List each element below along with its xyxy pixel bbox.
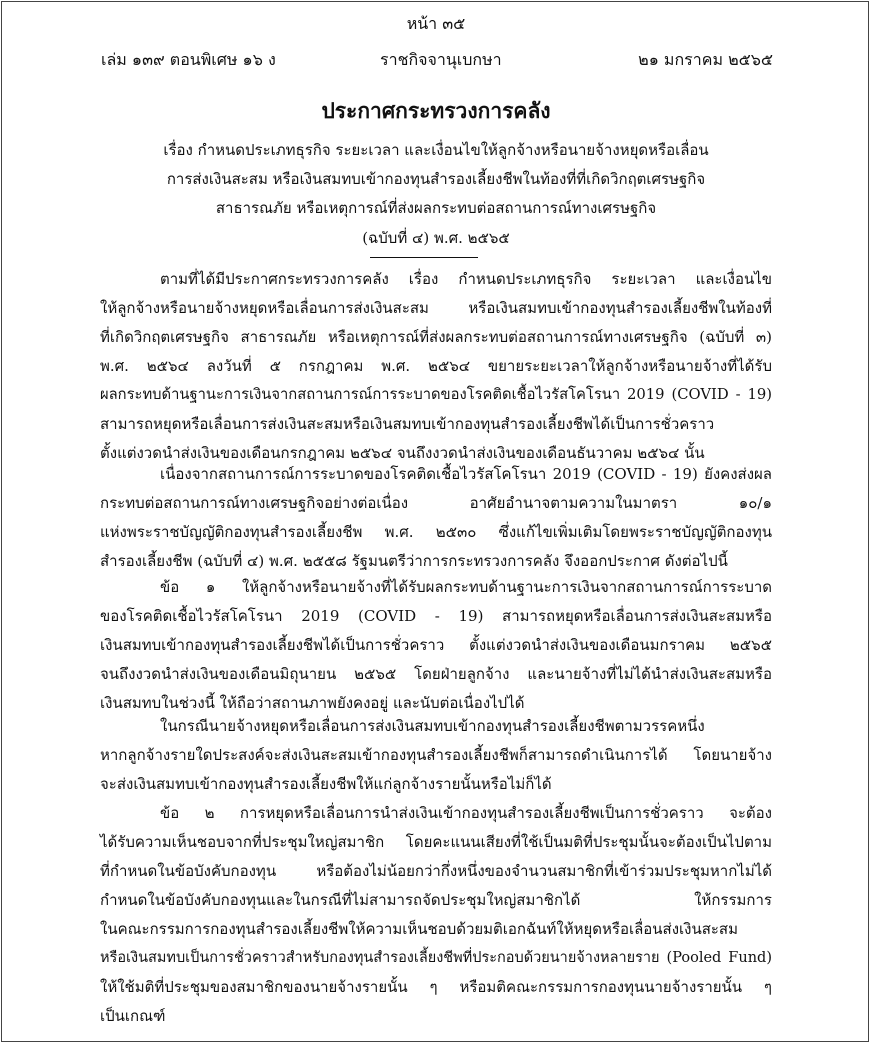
subject-line-4: (ฉบับที่ ๔) พ.ศ. ๒๕๖๕ [362,229,510,247]
body-line: จะส่งเงินสมทบเข้ากองทุนสำรองเลี้ยงชีพให้แก่ลูกจ้างรายนั้นหรือไม่ก็ได้ [100,775,552,793]
body-line: กระทบต่อสถานการณ์ทางเศรษฐกิจอย่างต่อเนื่อง อาศัยอำนาจตามความในมาตรา ๑๐/๑ [100,494,772,512]
body-line: สามารถหยุดหรือเลื่อนการส่งเงินสะสมหรือเงินสมทบเข้ากองทุนสำรองเลี้ยงชีพได้เป็นการชั่วคราว [100,415,715,433]
subject-line-2: การส่งเงินสะสม หรือเงินสมทบเข้ากองทุนสำรองเลี้ยงชีพในท้องที่ที่เกิดวิกฤตเศรษฐกิจ [166,170,706,188]
body-line: ของโรคติดเชื้อไวรัสโคโรนา 2019 (COVID - 19) สามารถหยุดหรือเลื่อนการส่งเงินสะสมหรือ [100,607,772,625]
title-divider [370,257,478,258]
body-line: หากลูกจ้างรายใดประสงค์จะส่งเงินสะสมเข้ากองทุนสำรองเลี้ยงชีพก็สามารถดำเนินการได้ โดยนายจ้าง [100,746,772,764]
body-line: ตั้งแต่งวดนำส่งเงินของเดือนกรกฎาคม ๒๕๖๔ จนถึงงวดนำส่งเงินของเดือนธันวาคม ๒๕๖๔ นั้น [100,444,705,462]
body-line: ให้ใช้มติที่ประชุมของสมาชิกของนายจ้างรายนั้น ๆ หรือมติคณะกรรมการกองทุนนายจ้างรายนั้น ๆ [100,978,772,996]
subject-line-3: สาธารณภัย หรือเหตุการณ์ที่ส่งผลกระทบต่อสถานการณ์ทางเศรษฐกิจ [215,199,657,217]
body-line: พ.ศ. ๒๕๖๔ ลงวันที่ ๕ กรกฎาคม พ.ศ. ๒๕๖๔ ขยายระยะเวลาให้ลูกจ้างหรือนายจ้างที่ได้รับ [100,357,772,375]
body-line: ตามที่ได้มีประกาศกระทรวงการคลัง เรื่อง กำหนดประเภทธุรกิจ ระยะเวลา และเงื่อนไข [160,270,772,288]
body-line: จนถึงงวดนำส่งเงินของเดือนมิถุนายน ๒๕๖๕ โดยฝ่ายลูกจ้าง และนายจ้างที่ไม่ได้นำส่งเงินสะสมหรือ [100,665,772,683]
document-title: ประกาศกระทรวงการคลัง [321,98,551,123]
publication-date: ๒๑ มกราคม ๒๕๖๕ [638,50,773,69]
body-line: กำหนดในข้อบังคับกองทุนและในกรณีที่ไม่สามารถจัดประชุมใหญ่สมาชิกได้ ให้กรรมการ [100,891,772,909]
body-line: แห่งพระราชบัญญัติกองทุนสำรองเลี้ยงชีพ พ.ศ. ๒๕๓๐ ซึ่งแก้ไขเพิ่มเติมโดยพระราชบัญญัติกองทุน [100,523,772,541]
gazette-name: ราชกิจจานุเบกษา [380,50,502,69]
body-line: ในกรณีนายจ้างหยุดหรือเลื่อนการส่งเงินสมทบเข้ากองทุนสำรองเลี้ยงชีพตามวรรคหนึ่ง [160,717,705,735]
body-line: เนื่องจากสถานการณ์การระบาดของโรคติดเชื้อไวรัสโคโรนา 2019 (COVID - 19) ยังคงส่งผล [160,465,772,483]
body-line: ในคณะกรรมการกองทุนสำรองเลี้ยงชีพให้ความเห็นชอบด้วยมติเอกฉันท์ให้หยุดหรือเลื่อนส่งเงินสะสม [100,920,738,938]
body-line: เงินสมทบเข้ากองทุนสำรองเลี้ยงชีพได้เป็นการชั่วคราว ตั้งแต่งวดนำส่งเงินของเดือนมกราคม ๒๕๖๕ [100,636,772,654]
body-line: สำรองเลี้ยงชีพ (ฉบับที่ ๔) พ.ศ. ๒๕๕๘ รัฐมนตรีว่าการกระทรวงการคลัง จึงออกประกาศ ดังต่อไปนี้ [100,552,728,570]
body-line: ผลกระทบด้านฐานะการเงินจากสถานการณ์การระบาดของโรคติดเชื้อไวรัสโคโรนา 2019 (COVID - 19) [100,386,772,403]
body-line: ได้รับความเห็นชอบจากที่ประชุมใหญ่สมาชิก โดยคะแนนเสียงที่ใช้เป็นมติที่ประชุมนั้นจะต้องเป็นไปตาม [100,833,772,851]
body-line: เงินสมทบในช่วงนี้ ให้ถือว่าสถานภาพยังคงอยู่ และนับต่อเนื่องไปได้ [100,694,525,712]
body-line: เป็นเกณฑ์ [100,1007,166,1025]
volume-info: เล่ม ๑๓๙ ตอนพิเศษ ๑๖ ง [101,50,276,69]
page-number: หน้า ๓๕ [406,14,466,33]
body-line: ให้ลูกจ้างหรือนายจ้างหยุดหรือเลื่อนการส่งเงินสะสม หรือเงินสมทบเข้ากองทุนสำรองเลี้ยงชีพในท้องที่ [100,299,772,317]
body-line: ข้อ ๒ การหยุดหรือเลื่อนการนำส่งเงินเข้ากองทุนสำรองเลี้ยงชีพเป็นการชั่วคราว จะต้อง [160,804,772,822]
subject-line-1: เรื่อง กำหนดประเภทธุรกิจ ระยะเวลา และเงื่อนไขให้ลูกจ้างหรือนายจ้างหยุดหรือเลื่อน [163,141,709,159]
body-line: หรือเงินสมทบเป็นการชั่วคราวสำหรับกองทุนสำรองเลี้ยงชีพที่ประกอบด้วยนายจ้างหลายราย (Pooled Fund) [100,950,772,966]
body-line: ข้อ ๑ ให้ลูกจ้างหรือนายจ้างที่ได้รับผลกระทบด้านฐานะการเงินจากสถานการณ์การระบาด [160,578,772,596]
body-line: ที่เกิดวิกฤตเศรษฐกิจ สาธารณภัย หรือเหตุการณ์ที่ส่งผลกระทบต่อสถานการณ์ทางเศรษฐกิจ (ฉบับที่ ๓) [100,328,772,346]
body-line: ที่กำหนดในข้อบังคับกองทุน หรือต้องไม่น้อยกว่ากึ่งหนึ่งของจำนวนสมาชิกที่เข้าร่วมประชุมหากไม่ได้ [100,862,772,880]
